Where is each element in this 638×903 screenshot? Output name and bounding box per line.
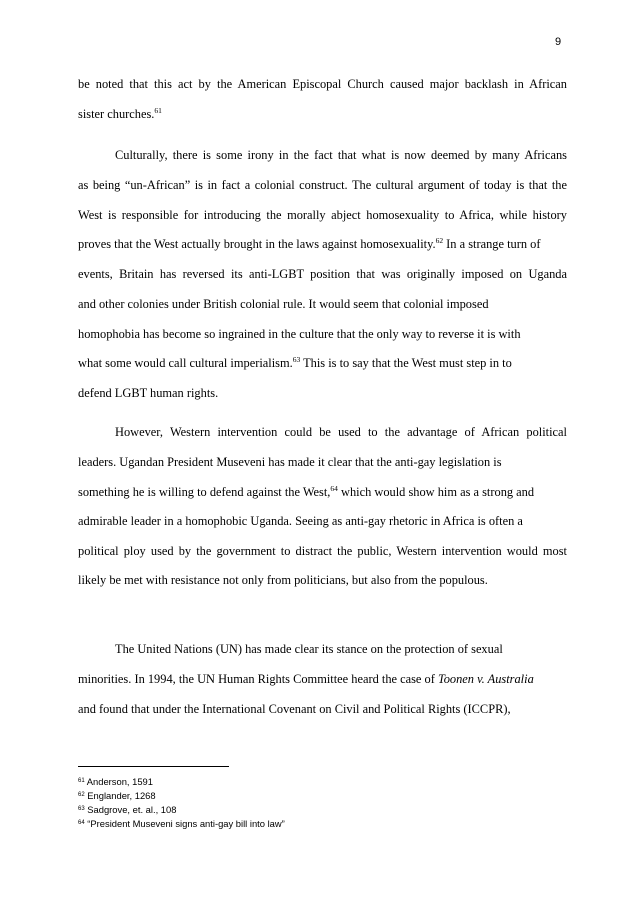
body-line: be noted that this act by the American Episcopal Church caused major backlash in African [78,77,567,91]
body-line: as being “un-African” is in fact a colonial construct. The cultural argument of today is that the [78,178,567,192]
body-line: leaders. Ugandan President Museveni has made it clear that the anti-gay legislation is [78,455,502,469]
body-line: and found that under the International Covenant on Civil and Political Rights (ICCPR), [78,702,511,716]
footnote-ref: 63 [292,355,301,364]
body-line: minorities. In 1994, the UN Human Rights Committee heard the case of Toonen v. Australia [78,672,534,686]
footnote: $^{64}$ “President Museveni signs anti-gay bill into law” [78,818,285,829]
footnote: $^{61}$ Anderson, 1591 [78,776,153,787]
body-line: political ploy used by the government to distract the public, Western intervention would most [78,544,567,558]
body-line: homophobia has become so ingrained in the culture that the only way to reverse it is with [78,327,521,341]
body-line: Culturally, there is some irony in the fact that what is now deemed by many Africans [115,148,567,162]
body-line: admirable leader in a homophobic Uganda. Seeing as anti-gay rhetoric in Africa is often a [78,514,523,528]
body-line: what some would call cultural imperialism.$^{63}$ This is to say that the West must step in to [78,355,512,370]
case-name: Toonen v. Australia [437,672,534,686]
footnote-ref: 61 [154,106,162,115]
page-number: 9 [555,36,562,48]
body-line: defend LGBT human rights. [78,386,219,400]
body-line: The United Nations (UN) has made clear its stance on the protection of sexual [115,642,503,656]
footnote-divider [78,766,229,767]
body-line: West is responsible for introducing the morally abject homosexuality to Africa, while history [78,208,567,222]
footnote: $^{62}$ Englander, 1268 [78,790,156,801]
body-line: sister churches.$^{61}$ [78,106,162,121]
body-line: likely be met with resistance not only from politicians, but also from the populous. [78,573,488,587]
body-line: events, Britain has reversed its anti-LGBT position that was originally imposed on Uganda [78,267,567,281]
footnote: $^{63}$ Sadgrove, et. al., 108 [78,804,177,815]
footnote-ref: 62 [435,236,444,245]
body-line: proves that the West actually brought in the laws against homosexuality.$^{62}$ In a strange turn of [78,236,541,251]
body-line: However, Western intervention could be used to the advantage of African political [115,425,567,439]
footnote-ref: 64 [330,484,338,493]
body-line: something he is willing to defend against the West,$^{64}$ which would show him as a strong and [78,484,535,499]
body-line: and other colonies under British colonial rule. It would seem that colonial imposed [78,297,489,311]
